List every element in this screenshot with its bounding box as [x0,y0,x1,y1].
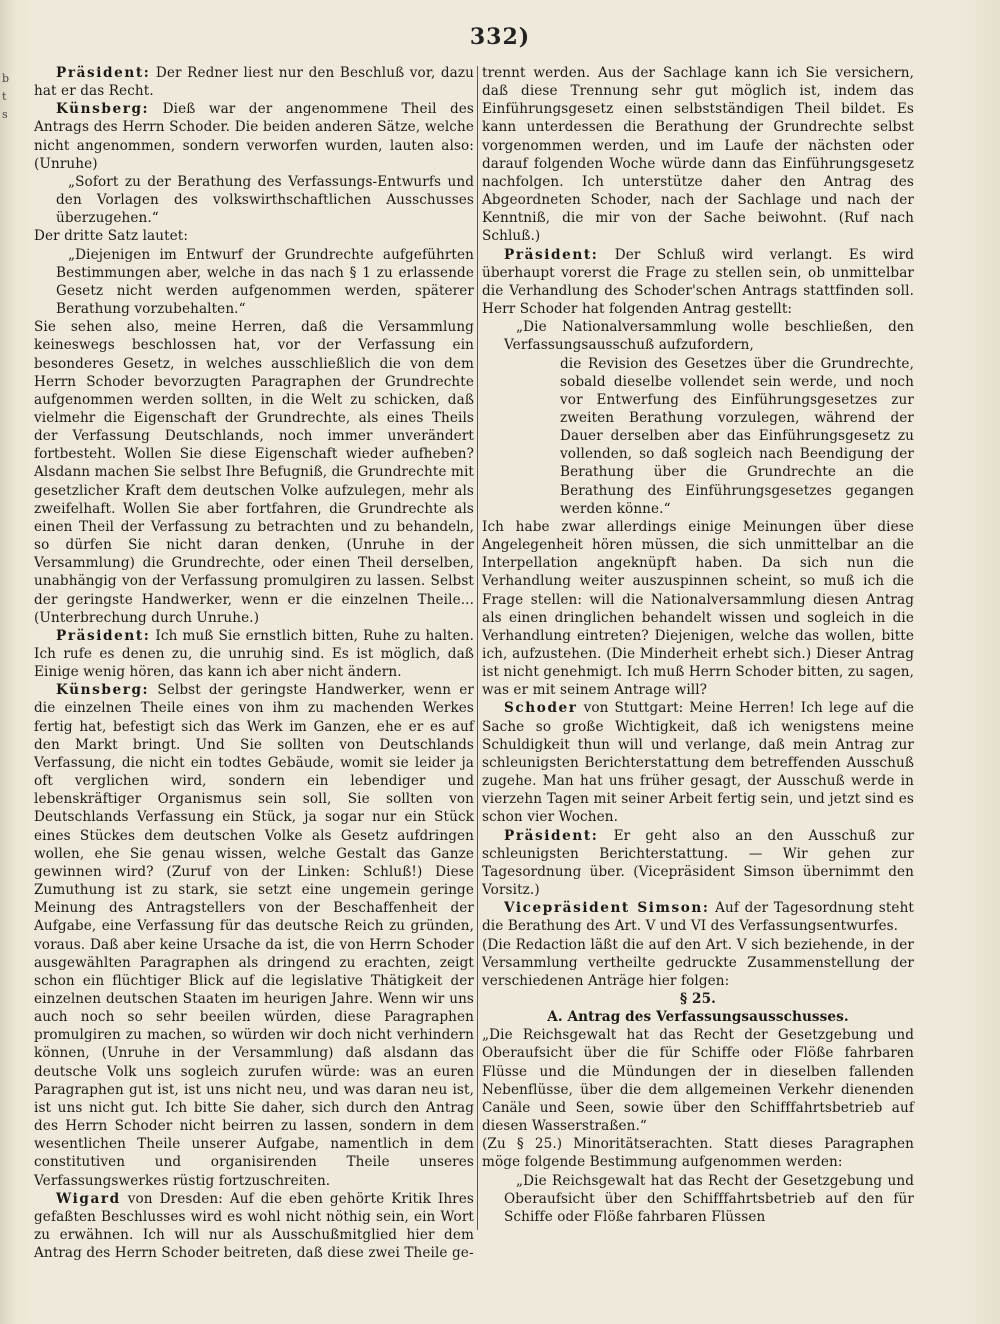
speech-text: Dieß war der angenommene Theil des Antrags des Herrn Schoder. Die beiden anderen Sätze, welche nicht angenommen, sondern verworfen wurden, lauten also: (Unruhe) [34,101,474,172]
speech-text: Der Schluß wird verlangt. Es wird überhaupt vorerst die Frage zu stellen sein, ob unmittelbar die Verhandlung des Schoder'schen Antrags stattfinden soll. Herr Schoder hat folgenden Antrag gestellt: [482,246,914,318]
speaker-name: Künsberg: [56,682,150,699]
quoted-text: „Sofort zu der Berathung des Verfassungs-Entwurfs und den Vorlagen des volkswirthschaftlichen Ausschusses überzugehen.“ [56,173,474,227]
column-divider [477,66,478,1230]
page-number: 332) [469,24,531,50]
speech-paragraph [34,681,474,1189]
quoted-text: „Die Nationalversammlung wolle beschließen, den Verfassungsausschuß aufzufordern, [504,319,914,354]
section-heading: A. Antrag des Verfassungsausschusses. [547,1009,849,1026]
speaker-name: Präsident: [504,827,599,844]
speech-text: Ich muß Sie ernstlich bitten, Ruhe zu halten. Ich rufe es denen zu, die unruhig sind. Es ist möglich, daß Einige wenig hören, das kann ich aber nicht ändern. [34,627,475,681]
margin-mark [2,143,12,161]
speech-text: Selbst der geringste Handwerker, wenn er die einzelnen Theile eines von ihm zu machenden Werkes fertig hat, befestigt sich das Werk im Ganzen, ehe er es auf den Markt bringt. Und Sie sollten von Deutschlands Verfassung, die nicht ein todtes Gebäude, womit sie leider ja oft verglichen wird, sondern ein lebendiger und lebenskräftiger Organismus sein soll, Sie sollten von Deutschlands Verfassung ein Stück, ja sogar nur ein Stück eines Stückes dem deutschen Volke als Gesetz aufdringen wollen, ehe Sie genau wissen, welche Gestalt das Ganze gewinnen wird? (Zuruf von der Linken: Schluß!) Diese Zumuthung ist zu stark, sie setzt eine ungemein geringe Meinung des Antragstellers von der Beschaffenheit der Aufgabe, eine Verfassung für das deutsche Reich zu gründen, voraus. Daß aber keine Ursache da ist, die von Herrn Schoder ausgewählten Paragraphen als dringend zu erachten, zeigt schon ein flüchtiger Blick auf die legislative Thätigkeit der einzelnen deutschen Staaten im heurigen Jahre. Wenn wir uns auch noch so sehr beeilen würden, diese Paragraphen promulgiren zu machen, so würden wir doch nicht verhindern können, (Unruhe in der Versammlung) daß alsdann das deutsche Volk uns sogleich zurufen würde: was an euren Paragraphen gut ist, ist uns nicht neu, und was daran neu ist, ist uns nicht gut. Ich bitte Sie daher, sich durch den Antrag des Herrn Schoder nicht beirren zu lassen, sondern in dem wesentlichen Theile unserer Aufgabe, namentlich in dem constitutiven und organisirenden Theile unseres Verfassungswerkes rüstig fortzuschreiten. [34,682,474,1189]
margin-marks [2,70,12,161]
speech-paragraph [482,827,914,900]
body-paragraph: (Zu § 25.) Minoritätserachten. Statt dieses Paragraphen möge folgende Bestimmung aufgenommen werden: [482,1136,914,1171]
body-paragraph: trennt werden. Aus der Sachlage kann ich Sie versichern, daß diese Trennung sehr gut möglich ist, indem das Einführungsgesetz einen selbstständigen Theil bildet. Es kann unterdessen die Berathung der Grundrechte selbst vorgenommen werden, und im Laufe der nächsten oder darauf folgenden Woche würde dann das Einführungsgesetz nachfolgen. Ich unterstütze daher den Antrag des Abgeordneten Schoder, nach der Sachlage und nach der Kenntniß, die mir von der Sache beiwohnt. (Ruf nach Schluß.) [482,65,914,245]
body-paragraph: „Die Reichsgewalt hat das Recht der Gesetzgebung und Oberaufsicht über die für Schiffe oder Flöße fahrbaren Flüsse und die Mündungen der in dieselben fallenden Nebenflüsse, über die dem allgemeinen Verkehr dienenden Canäle und Seen, sowie über den Schifffahrtsbetrieb auf diesen Wasserstraßen.“ [482,1027,914,1135]
quoted-text: „Die Reichsgewalt hat das Recht der Gesetzgebung und Oberaufsicht über den Schifffahrtsbetrieb auf den für Schiffe oder Flöße fahrbaren Flüssen [504,1172,914,1225]
quoted-text: „Diejenigen im Entwurf der Grundrechte aufgeführten Bestimmungen aber, welche in das nach § 1 zu erlassende Gesetz nicht werden aufgenommen werden, späterer Berathung vorzubehalten.“ [56,246,474,318]
body-paragraph: (Die Redaction läßt die auf den Art. V sich beziehende, in der Versammlung vertheilte gedruckte Zusammenstellung der verschiedenen Anträge hier folgen: [482,936,914,989]
margin-mark [2,124,12,142]
speech-paragraph [482,699,914,826]
speech-paragraph [34,627,474,681]
speaker-name: Wigard [56,1190,121,1207]
speaker-name: Schoder [504,700,578,717]
margin-mark: t [2,90,7,104]
body-paragraph: Ich habe zwar allerdings einige Meinungen über diese Angelegenheit hören müssen, die sich unmittelbar an die Interpellation angeknüpft haben. Da sich nun die Verhandlung weiter auszuspinnen scheint, so muß ich die Frage stellen: will die Nationalversammlung diesen Antrag als einen dringlichen behandelt wissen und sogleich in die Verhandlung eintreten? Diejenigen, welche das wollen, bitte ich, aufzustehen. (Die Minderheit erhebt sich.) Dieser Antrag ist nicht genehmigt. Ich muß Herrn Schoder bitten, zu sagen, was er mit seinem Antrage will? [482,518,914,699]
speaker-name: Präsident: [504,246,599,263]
section-heading: § 25. [680,990,716,1007]
right-column [482,64,914,1226]
margin-mark: b [2,72,10,85]
speaker-name: Künsberg: [56,101,150,118]
speech-paragraph [482,246,914,319]
speaker-name: Vicepräsident Simson: [504,900,710,917]
body-paragraph: Der dritte Satz lautet: [34,228,189,245]
speech-text: von Stuttgart: Meine Herren! Ich lege auf die Sache so große Wichtigkeit, daß ich wenigstens meine Schuldigkeit thun will und verlange, daß mein Antrag zur schleunigsten Berichterstattung dem betreffenden Ausschuß zugehe. Man hat uns früher gesagt, der Ausschuß werde in vierzehn Tagen mit seiner Arbeit fertig sein, und jetzt sind es schon vier Wochen. [482,700,914,826]
speech-text: Auf der Tagesordnung steht die Berathung des Art. V und VI des Verfassungsentwurfes. [482,900,914,935]
speaker-name: Präsident: [56,627,151,644]
body-paragraph: Sie sehen also, meine Herren, daß die Versammlung keineswegs beschlossen hat, vor der Verfassung ein besonderes Gesetz, in welches ausschließlich die von dem Herrn Schoder bevorzugten Paragraphen der Grundrechte aufgenommen werden sollten, in die Welt zu schicken, daß vielmehr die Eigenschaft der Grundrechte, als eines Theils der Verfassung Deutschlands, noch immer unverändert fortbesteht. Wollen Sie diese Eigenschaft wieder aufheben? Alsdann machen Sie selbst Ihre Befugniß, die Grundrechte mit gesetzlicher Kraft dem deutschen Volke aufzulegen, mehr als zweifelhaft. Wollen Sie aber fortfahren, die Grundrechte als einen Theil der Verfassung zu betrachten und zu behandeln, so dürfen Sie nicht daran denken, (Unruhe in der Versammlung) die Grundrechte, oder einen Theil derselben, unabhängig von der Verfassung promulgiren zu lassen. Selbst der geringste Handwerker, wenn er die einzelnen Theile... (Unterbrechung durch Unruhe.) [34,319,474,626]
speech-paragraph [34,100,474,173]
speech-text: Der Redner liest nur den Beschluß vor, dazu hat er das Recht. [34,65,475,100]
speech-text: Er geht also an den Ausschuß zur schleunigsten Berichterstattung. — Wir gehen zur Tagesordnung über. (Vicepräsident Simson übernimmt den Vorsitz.) [482,827,915,899]
speech-paragraph [34,64,474,100]
speech-text: von Dresden: Auf die eben gehörte Kritik Ihres gefaßten Beschlusses wird es wohl nicht nöthig sein, ein Wort zu erwähnen. Ich will nur als Ausschußmitglied hier dem Antrag des Herrn Schoder beitreten, daß diese zwei Theile ge- [34,1190,475,1262]
speaker-name: Präsident: [56,65,151,81]
margin-mark: s [2,108,8,122]
left-column [34,64,474,1262]
speech-paragraph [34,1190,474,1263]
speech-paragraph [482,899,914,935]
quoted-continuation: die Revision des Gesetzes über die Grundrechte, sobald dieselbe vollendet sein werde, und noch vor Entwerfung des Einführungsgesetzes zur zweiten Berathung vorzulegen, während der Dauer derselben aber das Einführungsgesetz zu vollenden, so daß sogleich nach Beendigung der Berathung über die Grundrechte an die Berathung des Einführungsgesetzes gegangen werden könne.“ [560,355,914,517]
